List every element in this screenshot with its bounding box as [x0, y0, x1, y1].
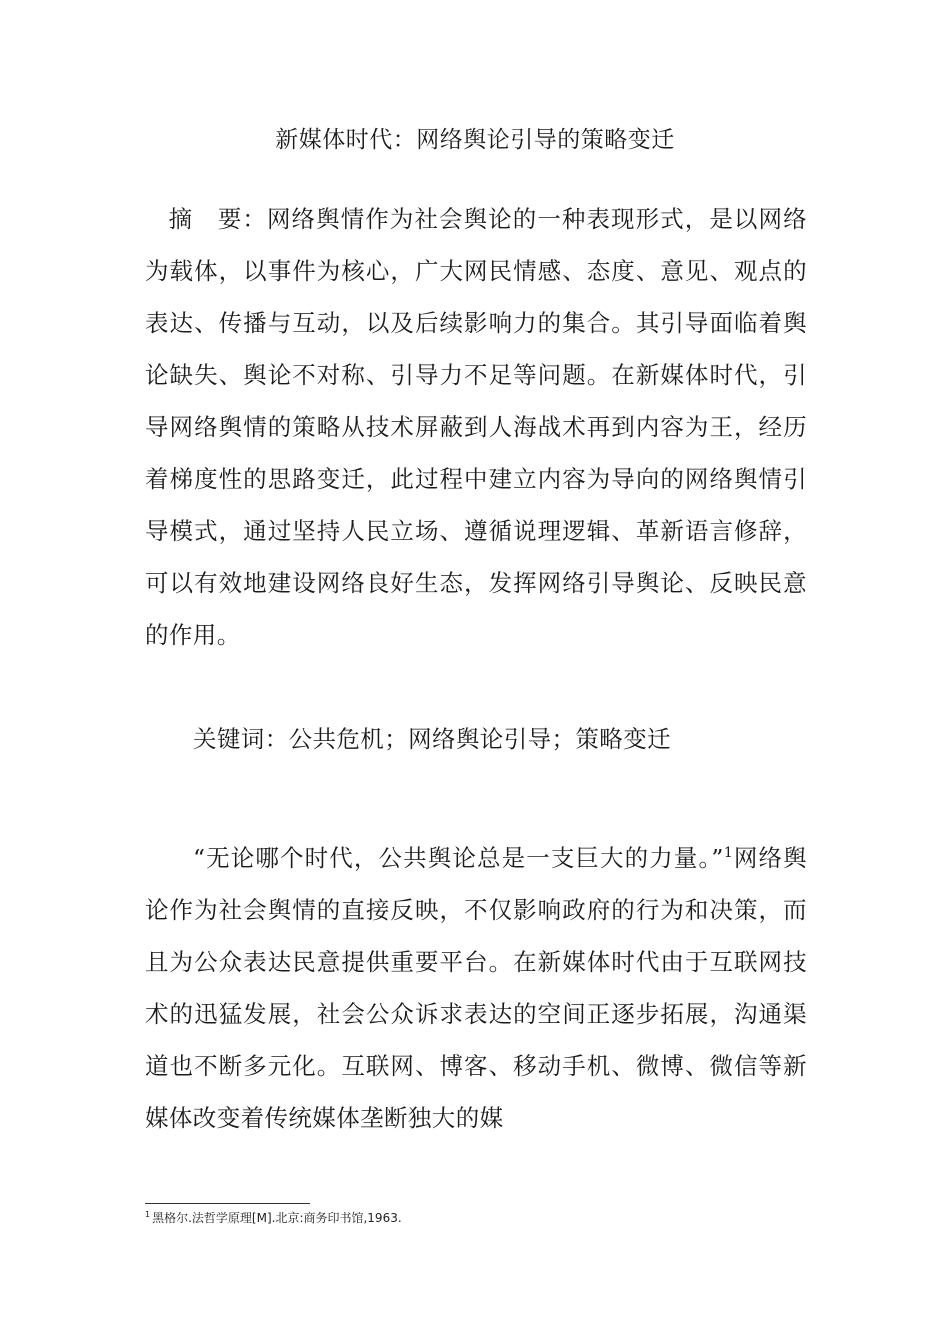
intro-text: 网络舆论作为社会舆情的直接反映，不仅影响政府的行为和决策，而且为公众表达民意提供重要平台。在新媒体时代由于互联网技术的迅猛发展，社会公众诉求表达的空间正逐步拓展，沟通渠道也不断多元化。互联网、博客、移动手机、微博、微信等新媒体改变着传统媒体垄断独大的媒	[145, 844, 808, 1132]
abstract-text: 网络舆情作为社会舆论的一种表现形式，是以网络为载体，以事件为核心，广大网民情感、态度、意见、观点的表达、传播与互动，以及后续影响力的集合。其引导面临着舆论缺失、舆论不对称、引导力不足等问题。在新媒体时代，引导网络舆情的策略从技术屏蔽到人海战术再到内容为王，经历着梯度性的思路变迁，此过程中建立内容为导向的网络舆情引导模式，通过坚持人民立场、遵循说理逻辑、革新语言修辞，可以有效地建设网络良好生态，发挥网络引导舆论、反映民意的作用。	[145, 205, 807, 649]
footnote-text: 黑格尔.法哲学原理[M].北京:商务印书馆,1963.	[152, 1211, 402, 1225]
footnote-number: 1	[145, 1210, 151, 1219]
keywords-paragraph	[145, 713, 807, 765]
keywords-text: 公共危机；网络舆论引导；策略变迁	[288, 725, 672, 753]
abstract-paragraph	[145, 193, 807, 661]
abstract-label: 摘 要：	[168, 205, 267, 233]
intro-paragraph	[145, 832, 807, 1144]
footnote-divider	[145, 1203, 310, 1204]
intro-quote: “无论哪个时代，公共舆论总是一支巨大的力量。”	[193, 844, 724, 872]
footnote	[145, 1209, 805, 1227]
document-title: 新媒体时代：网络舆论引导的策略变迁	[275, 127, 675, 153]
keywords-label: 关键词：	[193, 725, 289, 753]
footnote-reference[interactable]: 1	[723, 845, 734, 862]
